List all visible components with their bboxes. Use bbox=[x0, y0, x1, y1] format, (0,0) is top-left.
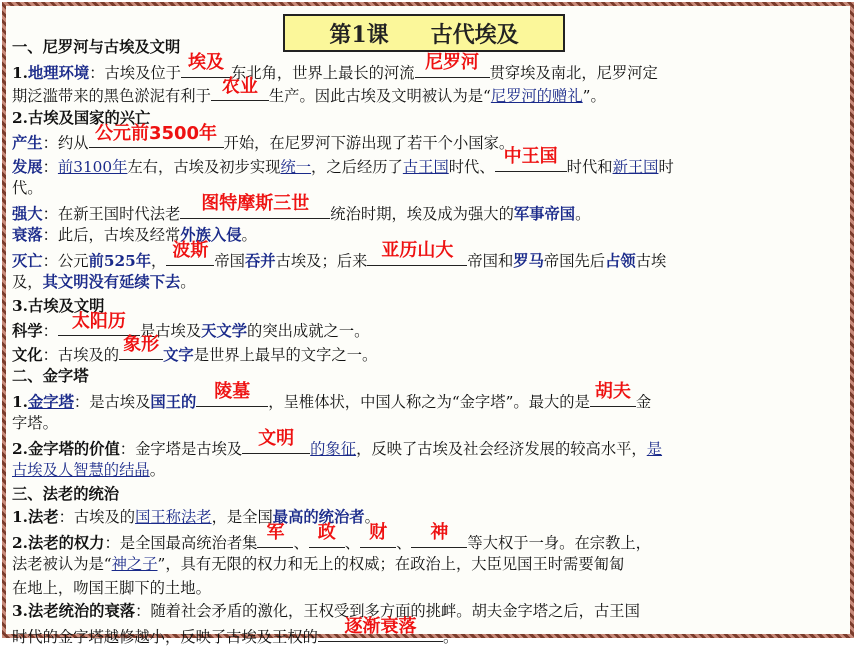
text: ：随着社会矛盾的激化，王权受到多方面的挑衅。胡夫金字塔之后，古王国 bbox=[135, 602, 640, 620]
blank-alexander bbox=[367, 240, 467, 266]
lesson-title bbox=[283, 14, 565, 52]
script: 文字 bbox=[163, 345, 194, 364]
blank-tomb bbox=[196, 381, 268, 407]
lesson-content bbox=[12, 36, 850, 647]
symbol: 的象征 bbox=[310, 439, 357, 458]
blank-3500 bbox=[89, 122, 224, 148]
text: 古埃 bbox=[635, 251, 667, 270]
text: 法老被认为是“ bbox=[12, 555, 112, 573]
num: 1. bbox=[12, 63, 28, 82]
answer-persia: 波斯 bbox=[172, 240, 209, 261]
text: 帝国 bbox=[214, 251, 245, 270]
text: 时代、 bbox=[448, 157, 495, 176]
label-science: 科学 bbox=[12, 322, 43, 340]
text: ：是全国最高统治者集 bbox=[104, 533, 258, 552]
section-2-heading bbox=[12, 365, 850, 389]
text: ：金字塔是古埃及 bbox=[119, 439, 243, 458]
answer-thutmose: 图特摩斯三世 bbox=[201, 193, 310, 214]
heading-pharaoh: 三、法老的统治 bbox=[12, 484, 120, 503]
text: 。 bbox=[180, 273, 196, 291]
blank-politics bbox=[309, 522, 345, 548]
text: 及， bbox=[12, 273, 43, 291]
heading-nile: 一、尼罗河与古埃及文明 bbox=[12, 38, 181, 56]
label-env: 地理环境 bbox=[27, 63, 90, 82]
heading-rise: 2.古埃及国家的兴亡 bbox=[12, 108, 151, 127]
blank-nile bbox=[415, 52, 490, 78]
new-kingdom: 新王国 bbox=[612, 157, 659, 176]
pyramid-value-line-1 bbox=[12, 428, 850, 460]
pharaoh-title: 国王称法老 bbox=[135, 508, 212, 526]
wisdom: 古埃及人智慧的结晶 bbox=[12, 461, 150, 479]
geo-env-line-1 bbox=[12, 52, 850, 84]
text: ：此后，古埃及经常 bbox=[42, 226, 181, 244]
text: 在地上，吻国王脚下的土地。 bbox=[12, 578, 211, 597]
text: ： bbox=[42, 322, 58, 340]
answer-solar: 太阳历 bbox=[71, 310, 126, 332]
culture-line bbox=[12, 334, 850, 366]
text: 东北角，世界上最长的河流 bbox=[230, 63, 415, 82]
answer-tomb: 陵墓 bbox=[214, 381, 251, 402]
text: ， bbox=[151, 251, 167, 270]
label-culture: 文化 bbox=[12, 345, 43, 364]
lesson-number: 第1课 bbox=[329, 21, 389, 48]
text: 。 bbox=[364, 508, 380, 526]
text: 。 bbox=[149, 461, 165, 479]
answer-decline: 逐渐衰落 bbox=[344, 616, 417, 637]
text: 是世界上最早的文字之一。 bbox=[193, 345, 378, 364]
text: ：古埃及的 bbox=[58, 508, 136, 526]
label-power: 2.法老的权力 bbox=[12, 533, 105, 552]
answer-politics: 政 bbox=[317, 522, 336, 543]
answer-alexander: 亚历山大 bbox=[381, 240, 454, 261]
blank-god bbox=[411, 522, 467, 548]
text: ：约从 bbox=[42, 134, 89, 152]
astronomy: 天文学 bbox=[201, 322, 248, 340]
answer-military: 军 bbox=[266, 522, 285, 543]
geo-env-line-2 bbox=[12, 75, 850, 107]
text: 时代和 bbox=[566, 157, 613, 176]
pyramid-line-1 bbox=[12, 381, 850, 413]
text: 古埃及；后来 bbox=[275, 251, 368, 270]
label-dev: 发展 bbox=[12, 157, 43, 176]
blank-decline bbox=[318, 616, 443, 642]
text: ：在新王国时代法老 bbox=[42, 204, 181, 223]
text: 统治时期，埃及成为强大的 bbox=[330, 204, 514, 223]
answer-3500: 公元前3500年 bbox=[94, 122, 218, 144]
text: 、 bbox=[344, 533, 361, 552]
text: 金 bbox=[635, 392, 652, 411]
answer-nile: 尼罗河 bbox=[425, 52, 480, 73]
strong-line bbox=[12, 193, 850, 225]
num: 2. bbox=[12, 439, 28, 458]
text: 生产。因此古埃及文明被认为是“ bbox=[268, 87, 491, 105]
text: ：古埃及位于 bbox=[89, 63, 181, 82]
heading-civ: 3.古埃及文明 bbox=[12, 296, 105, 315]
text: ，反映了古埃及社会经济发展的较高水平， bbox=[356, 439, 647, 458]
label-pyramid: 金字塔 bbox=[27, 392, 74, 411]
develop-line-1 bbox=[12, 146, 850, 178]
origin-line bbox=[12, 122, 850, 154]
answer-khufu: 胡夫 bbox=[594, 381, 631, 402]
power-line-3 bbox=[12, 577, 850, 601]
blank-hieroglyph bbox=[119, 334, 163, 360]
text: 期泛滥带来的黑色淤泥有利于 bbox=[12, 87, 211, 105]
civ-end: 其文明没有延续下去 bbox=[42, 273, 181, 291]
text: 帝国先后 bbox=[543, 251, 606, 270]
label-pharaoh: 1.法老 bbox=[12, 508, 59, 526]
fall-year: 前525年 bbox=[88, 251, 152, 270]
dev-year: 前3100年 bbox=[57, 157, 128, 176]
text: 代。 bbox=[12, 179, 43, 197]
blank-thutmose bbox=[180, 193, 330, 219]
text: ：是古埃及 bbox=[73, 392, 151, 411]
text: 时代的金字塔越修越小，反映了古埃及王权的 bbox=[12, 627, 318, 646]
label-origin: 产生 bbox=[12, 134, 43, 152]
answer-hieroglyph: 象形 bbox=[123, 334, 160, 355]
text: 开始，在尼罗河下游出现了若干个小国家。 bbox=[223, 134, 515, 152]
blank-persia bbox=[166, 240, 214, 266]
text: 贯穿埃及南北，尼罗河定 bbox=[489, 63, 658, 82]
power-line-1 bbox=[12, 522, 850, 554]
blank-middle bbox=[495, 146, 567, 172]
answer-civ: 文明 bbox=[258, 428, 295, 449]
text: 。 bbox=[575, 204, 591, 223]
answer-middle: 中王国 bbox=[503, 146, 558, 167]
pyramid-value-line-2 bbox=[12, 459, 850, 483]
label-fall: 灭亡 bbox=[12, 251, 43, 270]
blank-military bbox=[257, 522, 293, 548]
lesson-name: 古代埃及 bbox=[430, 21, 519, 48]
old-kingdom: 古王国 bbox=[402, 157, 449, 176]
annex: 吞并 bbox=[244, 251, 276, 270]
supreme-ruler: 最高的统治者 bbox=[272, 508, 365, 526]
text: 是古埃及 bbox=[139, 322, 202, 340]
king: 国王的 bbox=[150, 392, 197, 411]
dev-unify: 统一 bbox=[280, 157, 312, 176]
text: ： bbox=[42, 157, 58, 176]
fall-line-1 bbox=[12, 240, 850, 272]
heading-pyramid: 二、金字塔 bbox=[12, 367, 89, 385]
power-line-2 bbox=[12, 553, 850, 577]
text: ，之后经历了 bbox=[311, 157, 403, 176]
answer-god: 神 bbox=[430, 522, 449, 543]
text: 等大权于一身。在宗教上， bbox=[467, 533, 651, 552]
gift-of-nile: 尼罗河的赠礼 bbox=[490, 87, 583, 105]
decline-rule-line-2 bbox=[12, 616, 850, 648]
text: 。 bbox=[241, 226, 257, 244]
son-of-god: 神之子 bbox=[111, 555, 158, 573]
text: ”，具有无限的权力和无上的权威；在政治上，大臣见国王时需要匍匐 bbox=[157, 555, 625, 573]
answer-egypt: 埃及 bbox=[187, 52, 224, 73]
pyramid-line-2 bbox=[12, 412, 850, 436]
label-strong: 强大 bbox=[12, 204, 43, 223]
fall-line-2 bbox=[12, 271, 850, 295]
text: 时 bbox=[658, 157, 674, 176]
foreign-invasion: 外族入侵 bbox=[180, 226, 242, 244]
occupy: 占领 bbox=[605, 251, 636, 270]
military-empire: 军事帝国 bbox=[513, 204, 576, 223]
blank-khufu bbox=[590, 381, 636, 407]
label-decline-rule: 3.法老统治的衰落 bbox=[12, 602, 136, 620]
label-decline: 衰落 bbox=[12, 226, 43, 244]
answer-finance: 财 bbox=[369, 522, 388, 543]
text: 。 bbox=[442, 627, 459, 646]
text: 帝国和 bbox=[467, 251, 514, 270]
text: ，呈椎体状，中国人称之为“金字塔”。最大的是 bbox=[268, 392, 590, 411]
answer-agri: 农业 bbox=[221, 75, 258, 97]
blank-finance bbox=[360, 522, 396, 548]
blank-civ bbox=[242, 428, 310, 454]
text: 字塔。 bbox=[12, 414, 58, 432]
develop-line-2 bbox=[12, 177, 850, 201]
text: 、 bbox=[293, 533, 309, 552]
blank-agri bbox=[211, 75, 269, 101]
num: 1. bbox=[12, 392, 28, 411]
text: ：古埃及的 bbox=[42, 345, 120, 364]
rome: 罗马 bbox=[513, 251, 544, 270]
text: ”。 bbox=[582, 87, 606, 105]
text: 、 bbox=[396, 533, 412, 552]
is: 是 bbox=[646, 439, 663, 458]
text: ：公元 bbox=[42, 251, 89, 270]
text: ，是全国 bbox=[211, 508, 273, 526]
section-3-heading bbox=[12, 483, 850, 507]
text: 的突出成就之一。 bbox=[247, 322, 370, 340]
label-value: 金字塔的价值 bbox=[27, 439, 120, 458]
text: 左右，古埃及初步实现 bbox=[127, 157, 281, 176]
